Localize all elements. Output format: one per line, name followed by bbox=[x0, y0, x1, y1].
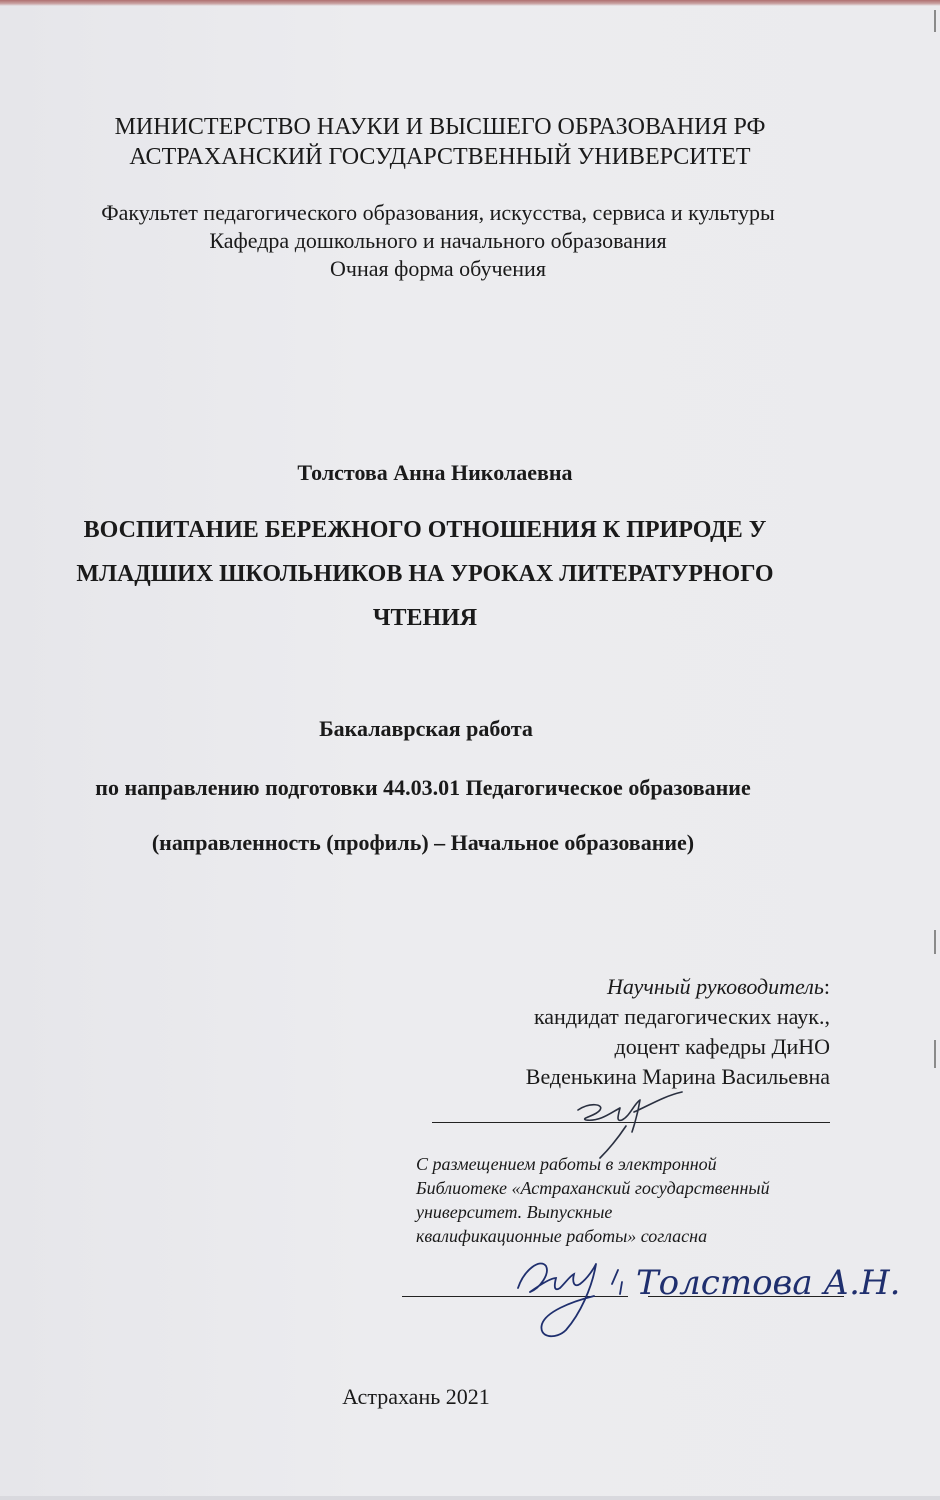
supervisor-role: Научный руководитель bbox=[606, 974, 824, 999]
city-year: Астрахань 2021 bbox=[342, 1384, 490, 1409]
study-profile: (направленность (профиль) – Начальное образование) bbox=[151, 830, 695, 855]
study-form-line: Очная форма обучения bbox=[330, 256, 546, 281]
supervisor-role-colon: : bbox=[823, 974, 830, 999]
university-heading: АСТРАХАНСКИЙ ГОСУДАРСТВЕННЫЙ УНИВЕРСИТЕТ bbox=[129, 144, 751, 170]
author-name: Толстова Анна Николаевна bbox=[297, 460, 573, 485]
page-top-edge bbox=[0, 0, 940, 6]
chair-line: Кафедра дошкольного и начального образования bbox=[209, 228, 667, 253]
consent-line: университет. Выпускные bbox=[416, 1202, 613, 1222]
thesis-title-line: МЛАДШИХ ШКОЛЬНИКОВ НА УРОКАХ ЛИТЕРАТУРНОГО bbox=[76, 561, 774, 587]
work-type: Бакалаврская работа bbox=[319, 716, 533, 741]
student-handwritten-name-text: Толстова А.Н. bbox=[636, 1263, 901, 1303]
consent-statement bbox=[416, 1152, 770, 1248]
study-direction: по направлению подготовки 44.03.01 Педагогическое образование bbox=[95, 775, 751, 800]
consent-line: квалификационные работы» согласна bbox=[416, 1226, 708, 1246]
faculty-line: Факультет педагогического образования, искусства, сервиса и культуры bbox=[101, 200, 775, 225]
thesis-title-line: ЧТЕНИЯ bbox=[372, 605, 478, 631]
student-handwritten-name bbox=[630, 1252, 920, 1312]
thesis-title-line: ВОСПИТАНИЕ БЕРЕЖНОГО ОТНОШЕНИЯ К ПРИРОДЕ У bbox=[83, 517, 767, 543]
scan-edge-mark bbox=[934, 1040, 936, 1068]
thesis-title bbox=[40, 508, 810, 640]
scan-edge-mark bbox=[934, 10, 936, 32]
supervisor-signature bbox=[560, 1082, 700, 1162]
consent-line: Библиотеке «Астраханский государственный bbox=[416, 1178, 770, 1198]
scan-edge-mark bbox=[934, 930, 936, 954]
consent-line: С размещением работы в электронной bbox=[416, 1154, 717, 1174]
student-signature bbox=[500, 1248, 640, 1348]
supervisor-role-line bbox=[526, 972, 830, 1002]
ministry-heading: МИНИСТЕРСТВО НАУКИ И ВЫСШЕГО ОБРАЗОВАНИЯ РФ bbox=[114, 114, 766, 140]
page-bottom-edge bbox=[0, 1496, 940, 1500]
supervisor-name: Веденькина Марина Васильевна bbox=[525, 1064, 830, 1089]
supervisor-position: доцент кафедры ДиНО bbox=[614, 1034, 830, 1059]
supervisor-degree: кандидат педагогических наук., bbox=[533, 1004, 830, 1029]
supervisor-block bbox=[526, 972, 830, 1092]
